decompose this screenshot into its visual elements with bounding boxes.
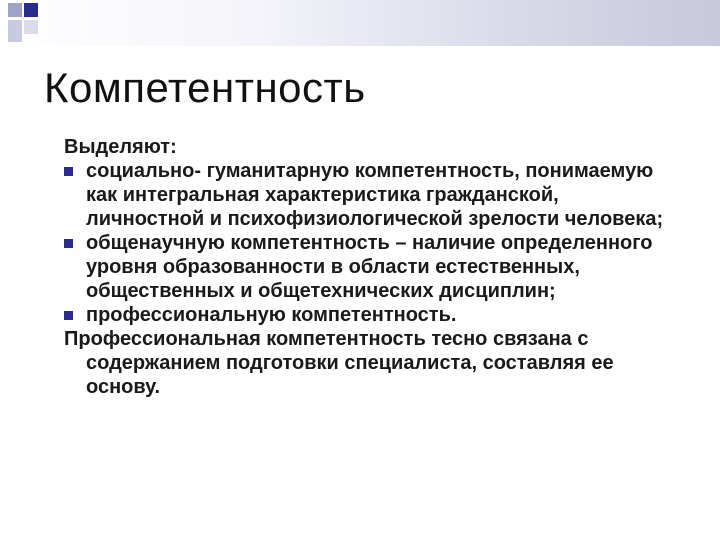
closing-text: Профессиональная компетентность тесно связана с содержанием подготовки специалиста, составляя ее основу. — [64, 328, 614, 398]
list-item — [64, 303, 664, 327]
bullet-text: общенаучную компетентность – наличие определенного уровня образованности в области естественных, общественных и общетехнических дисциплин; — [86, 232, 653, 302]
bullet-text: профессиональную компетентность. — [86, 304, 457, 326]
slide-title: Компетентность — [44, 64, 366, 111]
decor-square-icon — [8, 3, 22, 17]
bullet-list — [64, 159, 664, 327]
intro-text: Выделяют: — [64, 136, 177, 158]
slide-body — [64, 135, 664, 399]
list-item — [64, 231, 664, 303]
square-bullet-icon — [64, 167, 73, 176]
decor-square-icon — [24, 20, 38, 34]
decor-square-icon — [8, 20, 22, 42]
bullet-text: социально- гуманитарную компетентность, понимаемую как интегральная характеристика гражданской, личностной и психофизиологической зрелости человека; — [86, 160, 664, 230]
square-bullet-icon — [64, 239, 73, 248]
square-bullet-icon — [64, 311, 73, 320]
header-band — [0, 0, 720, 46]
decor-square-icon — [24, 3, 38, 17]
list-item — [64, 159, 664, 231]
